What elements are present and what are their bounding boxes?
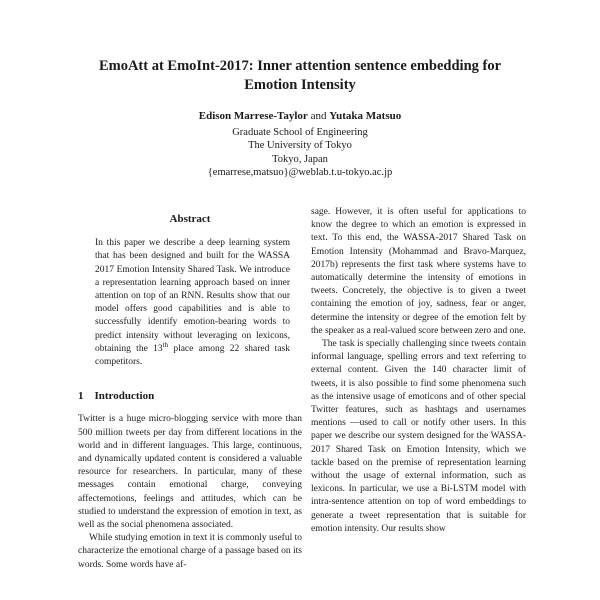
author-name-1: Edison Marrese-Taylor bbox=[198, 110, 308, 122]
right-paragraph-1: sage. However, it is often useful for applications to know the degree to which an emotion is expressed in text. To this end, the WASSA-2017 Shared Task on Emotion Intensity (Mohammad and Bravo-Marquez, 2017b) represents the first task where systems have to automatically determine the intensity of emotions in tweets. Concretely, the objective is to given a tweet containing the emotion of joy, sadness, fear or anger, determine the intensity or degree of the emotion felt by the speaker as a real-valued score between zero and one. bbox=[311, 207, 526, 336]
intro-paragraph-1: Twitter is a huge micro-blogging service with more than 500 million tweets per day from different locations in the world and in different languages. This large, continuous, and dynamically updated content is considered a valuable resource for researchers. In particular, many of these messages contain emotional charge, conveying affectemotions, feelings and attitudes, which can be studied to understand the expression of emotion in text, as well as the social phenomena associated. bbox=[78, 414, 302, 531]
author-email: {emarrese,matsuo}@weblab.t.u-tokyo.ac.jp bbox=[207, 167, 393, 178]
author-name-2: Yutaka Matsuo bbox=[329, 110, 402, 122]
two-column-body bbox=[78, 206, 526, 572]
abstract-superscript: th bbox=[162, 340, 169, 349]
abstract-text bbox=[78, 237, 302, 369]
section-heading-introduction bbox=[78, 390, 302, 403]
right-paragraph-2: The task is specially challenging since tweets contain informal language, spelling errors and text referring to external content. Given the 140 character limit of tweets, it is also possible to find some phenomena such as the intensive usage of emoticons and of other special Twitter features, such as hashtags and usernames mentions —used to call or notify other users. In this paper we describe our system designed for the WASSA-2017 Shared Task on Emotion Intensity, which we tackle based on the premise of representation learning without the usage of external information, such as lexicons. In particular, we use a Bi-LSTM model with intra-sentence attention on top of word embeddings to generate a tweet representation that is suitable for emotion intensity. Our results show bbox=[311, 339, 526, 534]
title-block bbox=[0, 57, 600, 95]
paper-title-line-1: EmoAtt at EmoInt-2017: Inner attention sentence embedding for bbox=[98, 58, 502, 74]
affiliation-line-1: Graduate School of Engineering bbox=[232, 126, 368, 138]
affiliation-line-2: The University of Tokyo bbox=[248, 140, 352, 151]
author-line bbox=[0, 110, 600, 124]
section-number: 1 bbox=[78, 390, 84, 403]
author-conjunction: and bbox=[307, 110, 330, 122]
paper-title-line-2: Emotion Intensity bbox=[244, 77, 356, 93]
affiliation-line-3: Tokyo, Japan bbox=[272, 153, 328, 165]
author-block bbox=[0, 110, 600, 180]
right-column bbox=[311, 206, 526, 572]
abstract-text-tail: place among 22 shared task competitors. bbox=[95, 343, 290, 368]
left-column bbox=[78, 206, 302, 572]
section-title: Introduction bbox=[94, 390, 155, 403]
paper-title bbox=[0, 57, 600, 95]
abstract-heading: Abstract bbox=[169, 213, 211, 225]
abstract-text-main: In this paper we describe a deep learning system that has been designed and built for the WASSA 2017 Emotion Intensity Shared Task. We introduce a representation learning approach based on inner attention on top of an RNN. Results show that our model offers good capabilities and is able to successfully identify emotion-bearing words to predict intensity without leveraging on lexicons, obtaining the 13 bbox=[95, 238, 290, 354]
intro-paragraph-2: While studying emotion in text it is commonly useful to characterize the emotional charge of a passage based on its words. Some words have af- bbox=[78, 533, 302, 570]
